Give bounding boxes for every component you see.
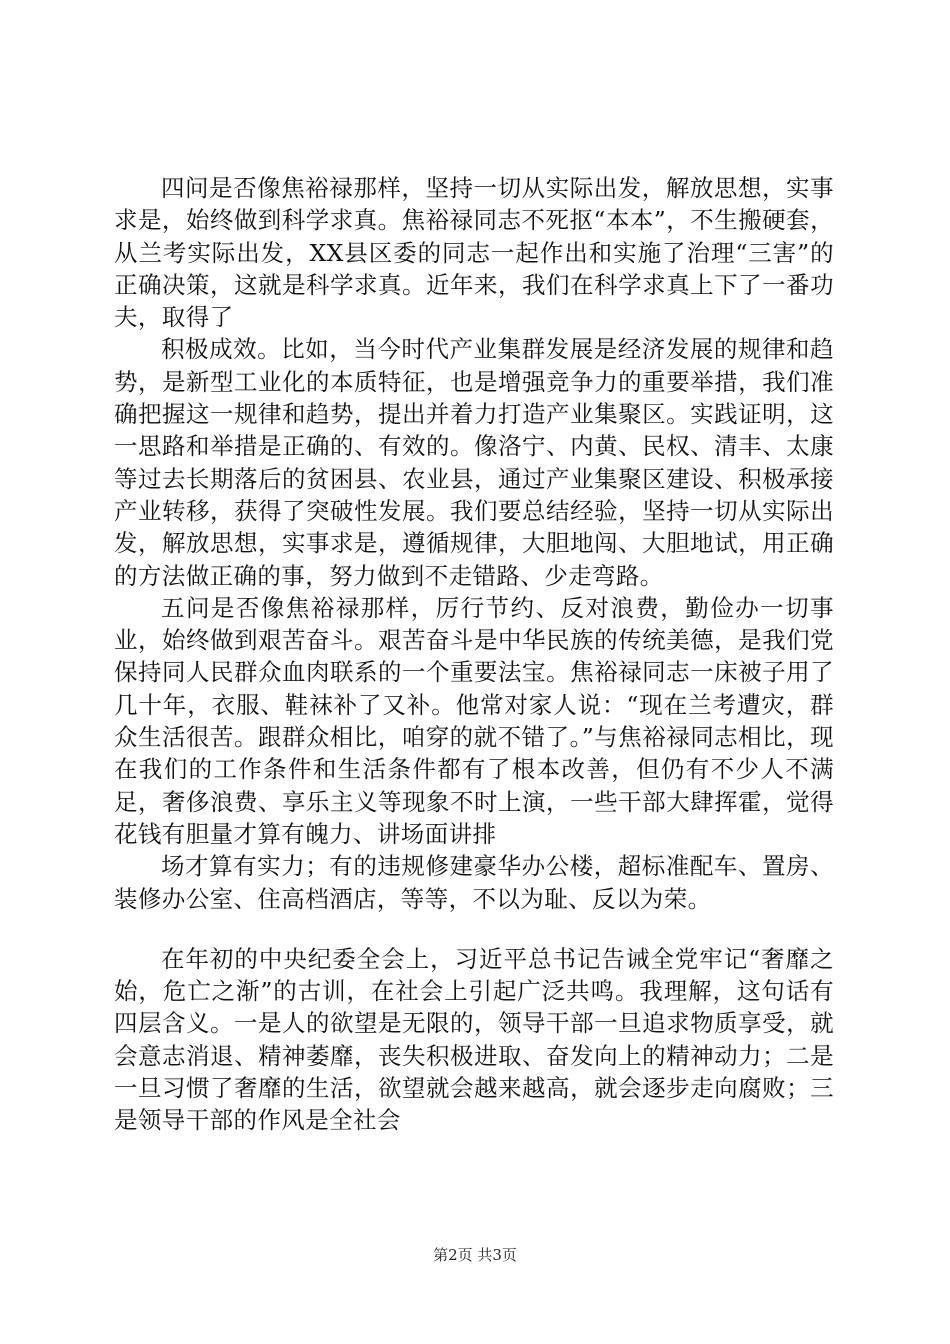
paragraph-fifth-question: 五问是否像焦裕禄那样，厉行节约、反对浪费，勤俭办一切事业，始终做到艰苦奋斗。艰苦奋斗是中华民族的传统美德，是我们党保持同人民群众血肉联系的一个重要法宝。焦裕禄同志一床被子用了几十年，衣服、鞋袜补了又补。他常对家人说：“现在兰考遭灾，群众生活很苦。跟群众相比，咱穿的就不错了。”与焦裕禄同志相比，现在我们的工作条件和生活条件都有了根本改善，但仍有不少人不满足，奢侈浪费、享乐主义等现象不时上演，一些干部大肆挥霍，觉得花钱有胆量才算有魄力、讲场面讲排 xyxy=(114,593,834,848)
paragraph-display-strength: 场才算有实力；有的违规修建豪华办公楼，超标准配车、置房、装修办公室、住高档酒店，等等，不以为耻、反以为荣。 xyxy=(114,852,834,913)
document-body xyxy=(114,172,834,1137)
page-number-footer: 第2页 共3页 xyxy=(433,1246,517,1264)
paragraph-central-commission: 在年初的中央纪委全会上，习近平总书记告诫全党牢记“奢靡之始，危亡之渐”的古训，在社会上引起广泛共鸣。我理解，这句话有四层含义。一是人的欲望是无限的，领导干部一旦追求物质享受，就会意志消退、精神萎靡，丧失积极进取、奋发向上的精神动力；二是一旦习惯了奢靡的生活，欲望就会越来越高，就会逐步走向腐败；三是领导干部的作风是全社会 xyxy=(114,944,834,1135)
paragraph-positive-results: 积极成效。比如，当今时代产业集群发展是经济发展的规律和趋势，是新型工业化的本质特征，也是增强竞争力的重要举措，我们准确把握这一规律和趋势，提出并着力打造产业集聚区。实践证明，这一思路和举措是正确的、有效的。像洛宁、内黄、民权、清丰、太康等过去长期落后的贫困县、农业县，通过产业集聚区建设、积极承接产业转移，获得了突破性发展。我们要总结经验，坚持一切从实际出发，解放思想，实事求是，遵循规律，大胆地闯、大胆地试，用正确的方法做正确的事，努力做到不走错路、少走弯路。 xyxy=(114,335,834,590)
paragraph-fourth-question: 四问是否像焦裕禄那样，坚持一切从实际出发，解放思想，实事求是，始终做到科学求真。焦裕禄同志不死抠“本本”，不生搬硬套，从兰考实际出发，XX县区委的同志一起作出和实施了治理“三害”的正确决策，这就是科学求真。近年来，我们在科学求真上下了一番功夫，取得了 xyxy=(114,174,834,332)
